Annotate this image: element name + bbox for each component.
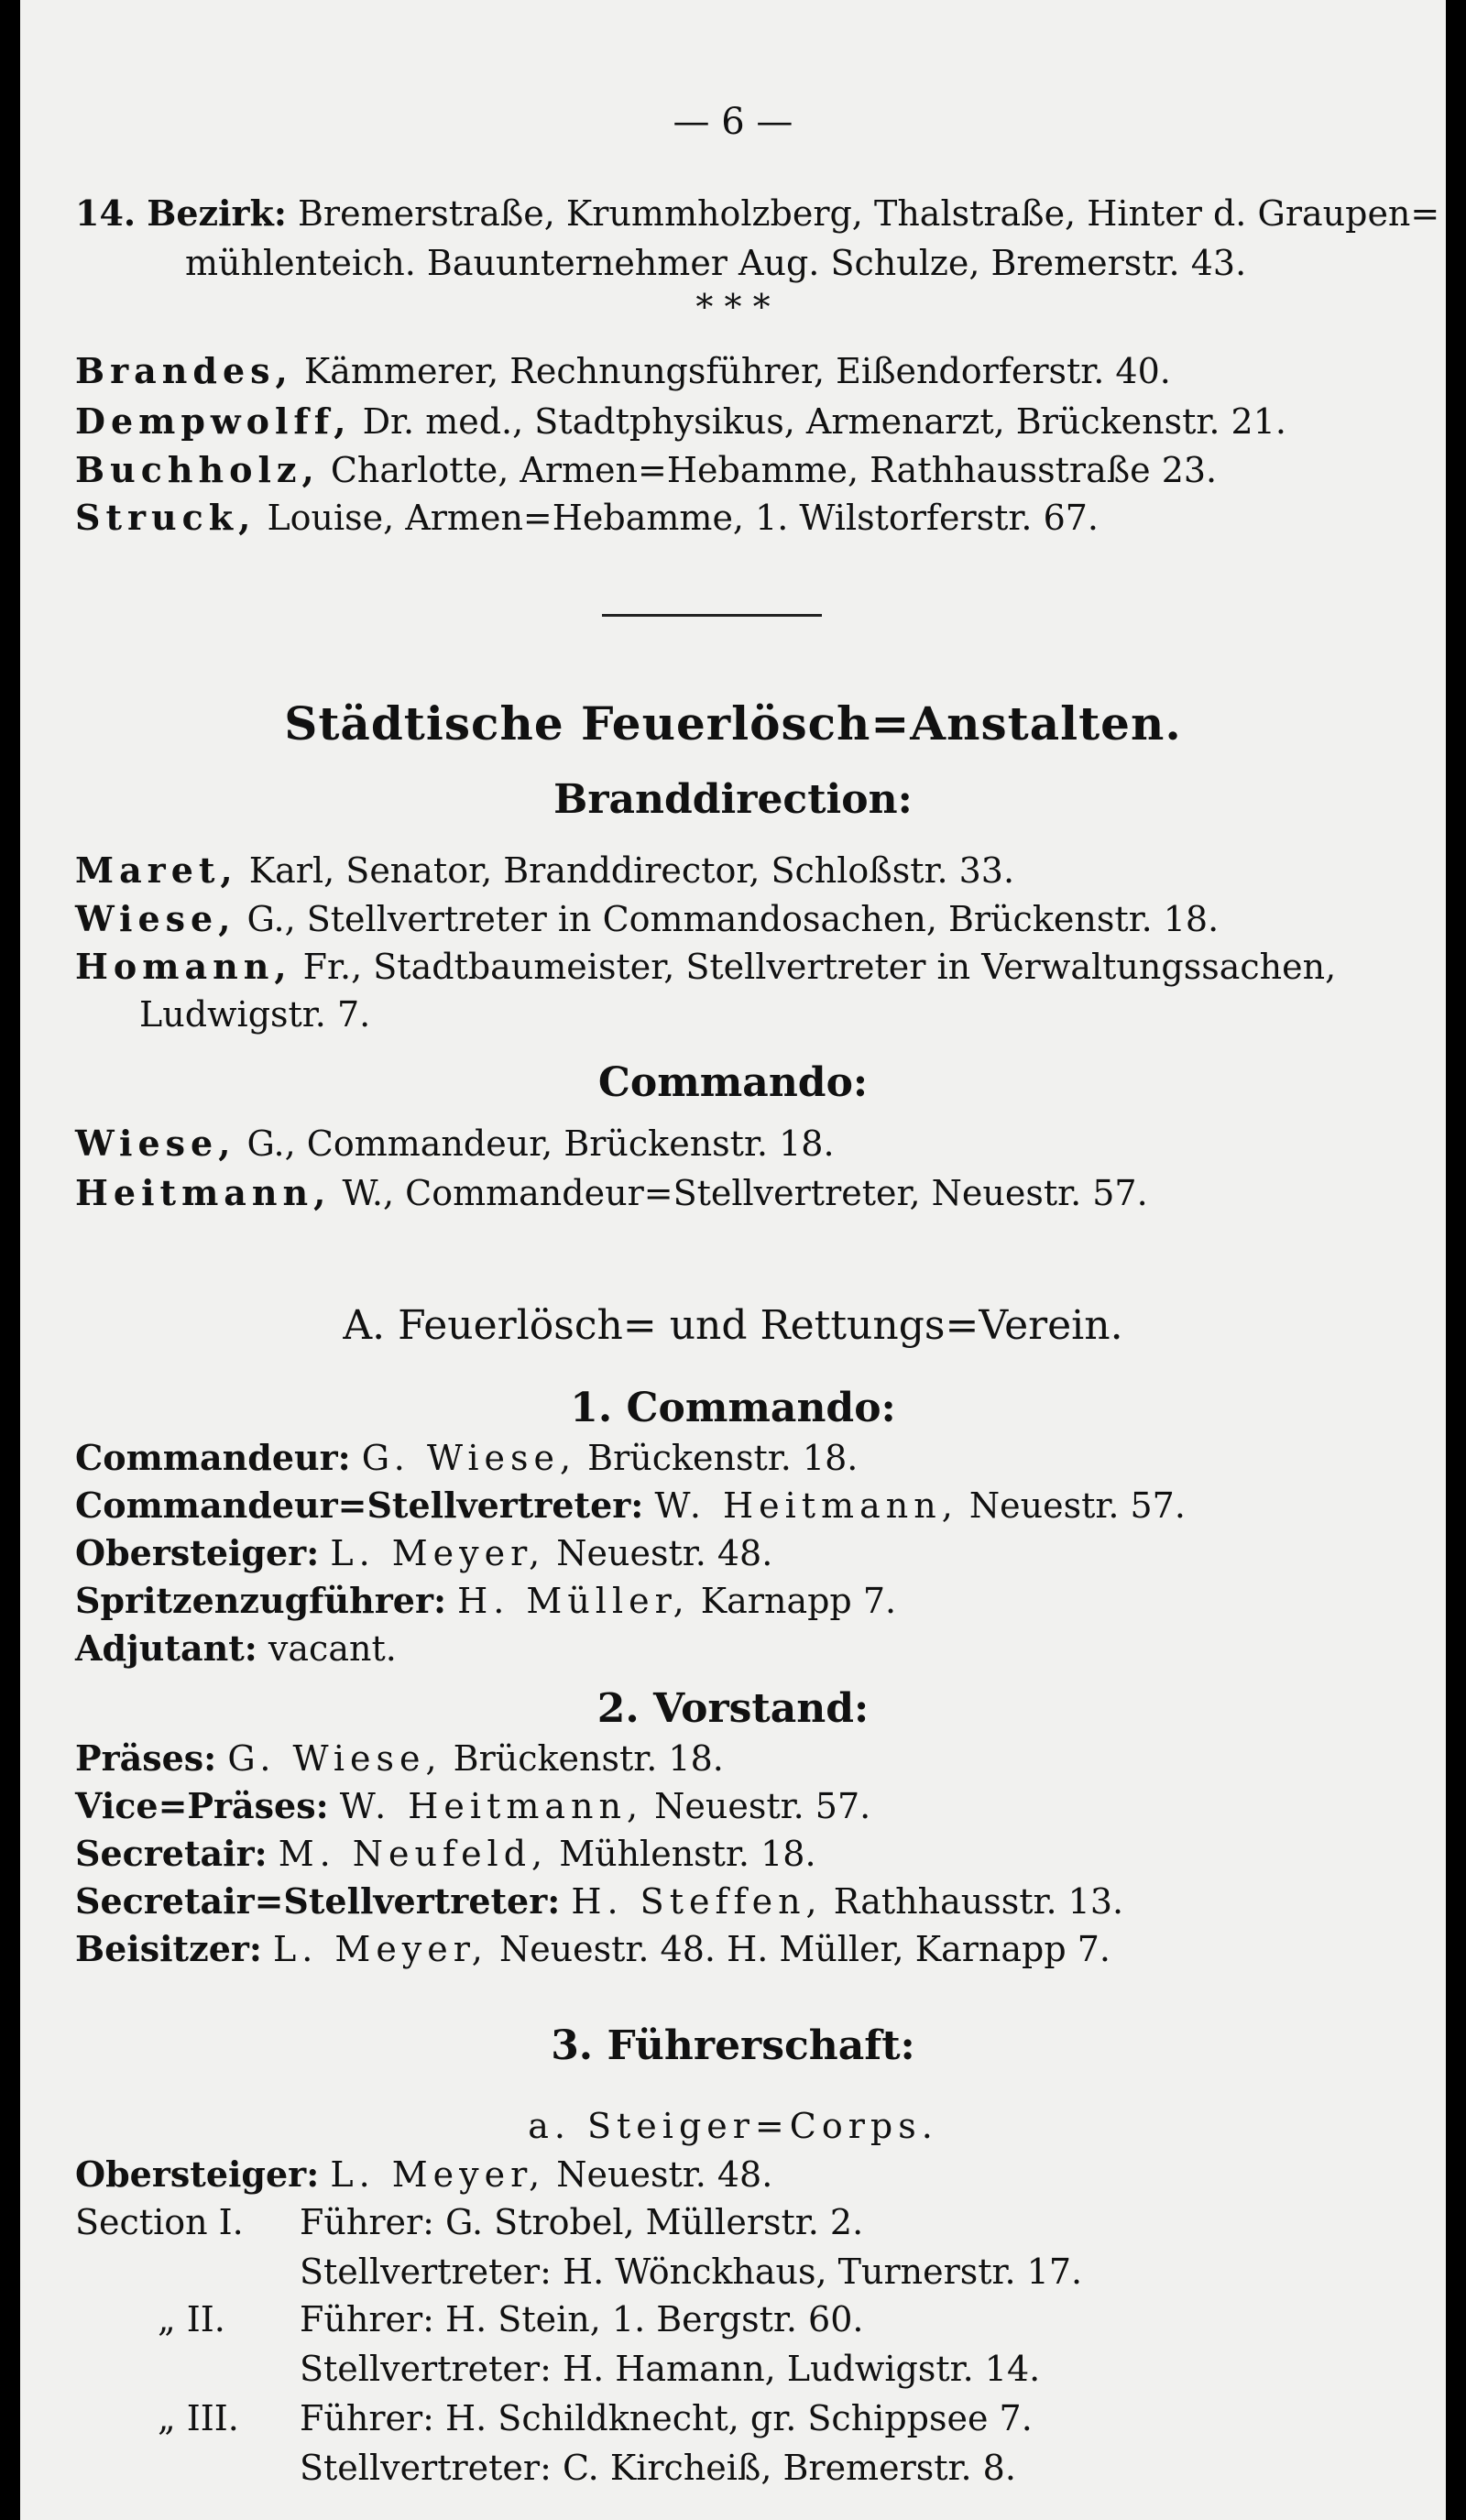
row-rest: Neuestr. 57. xyxy=(968,1485,1186,1526)
row-person: H. Müller, xyxy=(457,1581,690,1621)
row-rest: Brückenstr. 18. xyxy=(587,1438,859,1478)
section1-row xyxy=(75,1435,858,1481)
official-name: Dempwolff, xyxy=(75,400,352,442)
row-label: Obersteiger: xyxy=(75,1532,320,1573)
row-rest: Rathhausstr. 13. xyxy=(833,1881,1124,1922)
row-person: W. Heitmann, xyxy=(654,1485,958,1526)
row-rest: Neuestr. 48. H. Müller, Karnapp 7. xyxy=(498,1929,1111,1969)
section1-row xyxy=(75,1530,772,1576)
section-prefix: Section I. xyxy=(75,2202,244,2242)
section-deputy: Stellvertreter: H. Wönckhaus, Turnerstr. 17. xyxy=(300,2252,1083,2292)
person-name: Wiese, xyxy=(75,1123,236,1164)
row-rest: Neuestr. 57. xyxy=(654,1786,871,1826)
official-row xyxy=(75,348,1171,394)
row-rest: Karnapp 7. xyxy=(700,1581,897,1621)
row-label: Commandeur=Stellvertreter: xyxy=(75,1485,644,1526)
row-person: H. Steffen, xyxy=(571,1881,823,1922)
official-name: Buchholz, xyxy=(75,449,320,490)
section2-row xyxy=(75,1879,1123,1924)
person-text: W., Commandeur=Stellvertreter, Neuestr. 57. xyxy=(342,1173,1148,1213)
row-rest: Mühlenstr. 18. xyxy=(559,1834,816,1874)
row-label: Spritzenzugführer: xyxy=(75,1580,447,1621)
branddirection-row xyxy=(75,848,1014,893)
row-label: Commandeur: xyxy=(75,1437,351,1478)
row-rest: Brückenstr. 18. xyxy=(453,1738,724,1779)
branddirection-row xyxy=(75,944,1336,990)
row-rest: Neuestr. 48. xyxy=(556,1533,773,1573)
section-leader: Führer: H. Schildknecht, gr. Schippsee 7. xyxy=(300,2398,1033,2438)
person-text: Karl, Senator, Branddirector, Schloßstr. 33. xyxy=(248,850,1015,891)
row-label: Beisitzer: xyxy=(75,1928,262,1969)
official-text: Charlotte, Armen=Hebamme, Rathhausstraße 23. xyxy=(330,450,1218,490)
row-label: Obersteiger: xyxy=(75,2153,320,2195)
person-name: Heitmann, xyxy=(75,1172,332,1213)
section-prefix: „ II. xyxy=(158,2299,225,2339)
row-person: G. Wiese, xyxy=(361,1438,577,1478)
row-person: M. Neufeld, xyxy=(278,1834,549,1874)
section3-subheading: a. Steiger=Corps. xyxy=(528,2106,938,2146)
page-number: — 6 — xyxy=(673,101,793,143)
section3-heading: 3. Führerschaft: xyxy=(551,2022,915,2069)
official-row xyxy=(75,495,1099,541)
section2-heading: 2. Vorstand: xyxy=(596,1685,870,1732)
row-person: L. Meyer, xyxy=(330,2154,546,2195)
commando-heading: Commando: xyxy=(597,1059,869,1106)
row-label: Präses: xyxy=(75,1737,217,1779)
section1-row xyxy=(75,1578,896,1624)
section1-row xyxy=(75,1483,1186,1528)
section2-row xyxy=(75,1926,1110,1972)
bezirk-label: Bezirk: xyxy=(147,192,287,234)
asterisks: * * * xyxy=(695,287,771,327)
official-row xyxy=(75,447,1217,493)
row-rest: vacant. xyxy=(268,1628,397,1669)
section-deputy: Stellvertreter: H. Hamann, Ludwigstr. 14. xyxy=(300,2349,1041,2389)
section2-row xyxy=(75,1831,816,1877)
row-person: W. Heitmann, xyxy=(339,1786,644,1826)
main-title: Städtische Feuerlösch=Anstalten. xyxy=(284,696,1182,751)
section2-row xyxy=(75,1783,870,1829)
bezirk-line-1 xyxy=(75,191,1439,236)
official-row xyxy=(75,399,1286,444)
branddirection-row xyxy=(75,896,1219,942)
official-text: Kämmerer, Rechnungsführer, Eißendorferstr. 40. xyxy=(303,351,1171,391)
row-label: Adjutant: xyxy=(75,1627,257,1669)
section1-heading: 1. Commando: xyxy=(570,1385,896,1431)
official-name: Brandes, xyxy=(75,350,293,391)
commando-row xyxy=(75,1121,835,1167)
official-text: Louise, Armen=Hebamme, 1. Wilstorferstr. 67. xyxy=(267,498,1100,538)
bezirk-number: 14. xyxy=(75,192,137,234)
person-name: Wiese, xyxy=(75,898,236,939)
bezirk-streets: Bremerstraße, Krummholzberg, Thalstraße, Hinter d. Graupen= xyxy=(298,193,1440,234)
row-person: L. Meyer, xyxy=(330,1533,546,1573)
person-text: G., Commandeur, Brückenstr. 18. xyxy=(246,1123,835,1164)
row-label: Secretair: xyxy=(75,1833,268,1874)
section-leader: Führer: G. Strobel, Müllerstr. 2. xyxy=(300,2202,864,2242)
bezirk-line-2: mühlenteich. Bauunternehmer Aug. Schulze, Bremerstr. 43. xyxy=(185,243,1247,283)
official-name: Struck, xyxy=(75,497,257,538)
section1-row xyxy=(75,1626,397,1671)
section-prefix: „ III. xyxy=(158,2398,239,2438)
row-person: L. Meyer, xyxy=(273,1929,488,1969)
section-deputy: Stellvertreter: C. Kircheiß, Bremerstr. 8. xyxy=(300,2448,1016,2488)
person-text: Fr., Stadtbaumeister, Stellvertreter in Verwaltungssachen, xyxy=(302,947,1337,987)
verein-title: A. Feuerlösch= und Rettungs=Verein. xyxy=(343,1302,1123,1349)
section-divider xyxy=(602,614,822,617)
person-text: G., Stellvertreter in Commandosachen, Brückenstr. 18. xyxy=(246,899,1220,939)
branddirection-heading: Branddirection: xyxy=(553,776,913,823)
document-page xyxy=(20,0,1446,2520)
section-leader: Führer: H. Stein, 1. Bergstr. 60. xyxy=(300,2299,864,2339)
commando-row xyxy=(75,1170,1148,1216)
official-text: Dr. med., Stadtphysikus, Armenarzt, Brückenstr. 21. xyxy=(362,401,1286,442)
obersteiger-row xyxy=(75,2152,772,2197)
branddirection-continuation: Ludwigstr. 7. xyxy=(139,994,371,1035)
row-rest: Neuestr. 48. xyxy=(556,2154,773,2195)
person-name: Maret, xyxy=(75,849,238,891)
row-label: Vice=Präses: xyxy=(75,1785,329,1826)
row-person: G. Wiese, xyxy=(227,1738,443,1779)
row-label: Secretair=Stellvertreter: xyxy=(75,1880,561,1922)
section2-row xyxy=(75,1736,724,1781)
person-name: Homann, xyxy=(75,946,292,987)
